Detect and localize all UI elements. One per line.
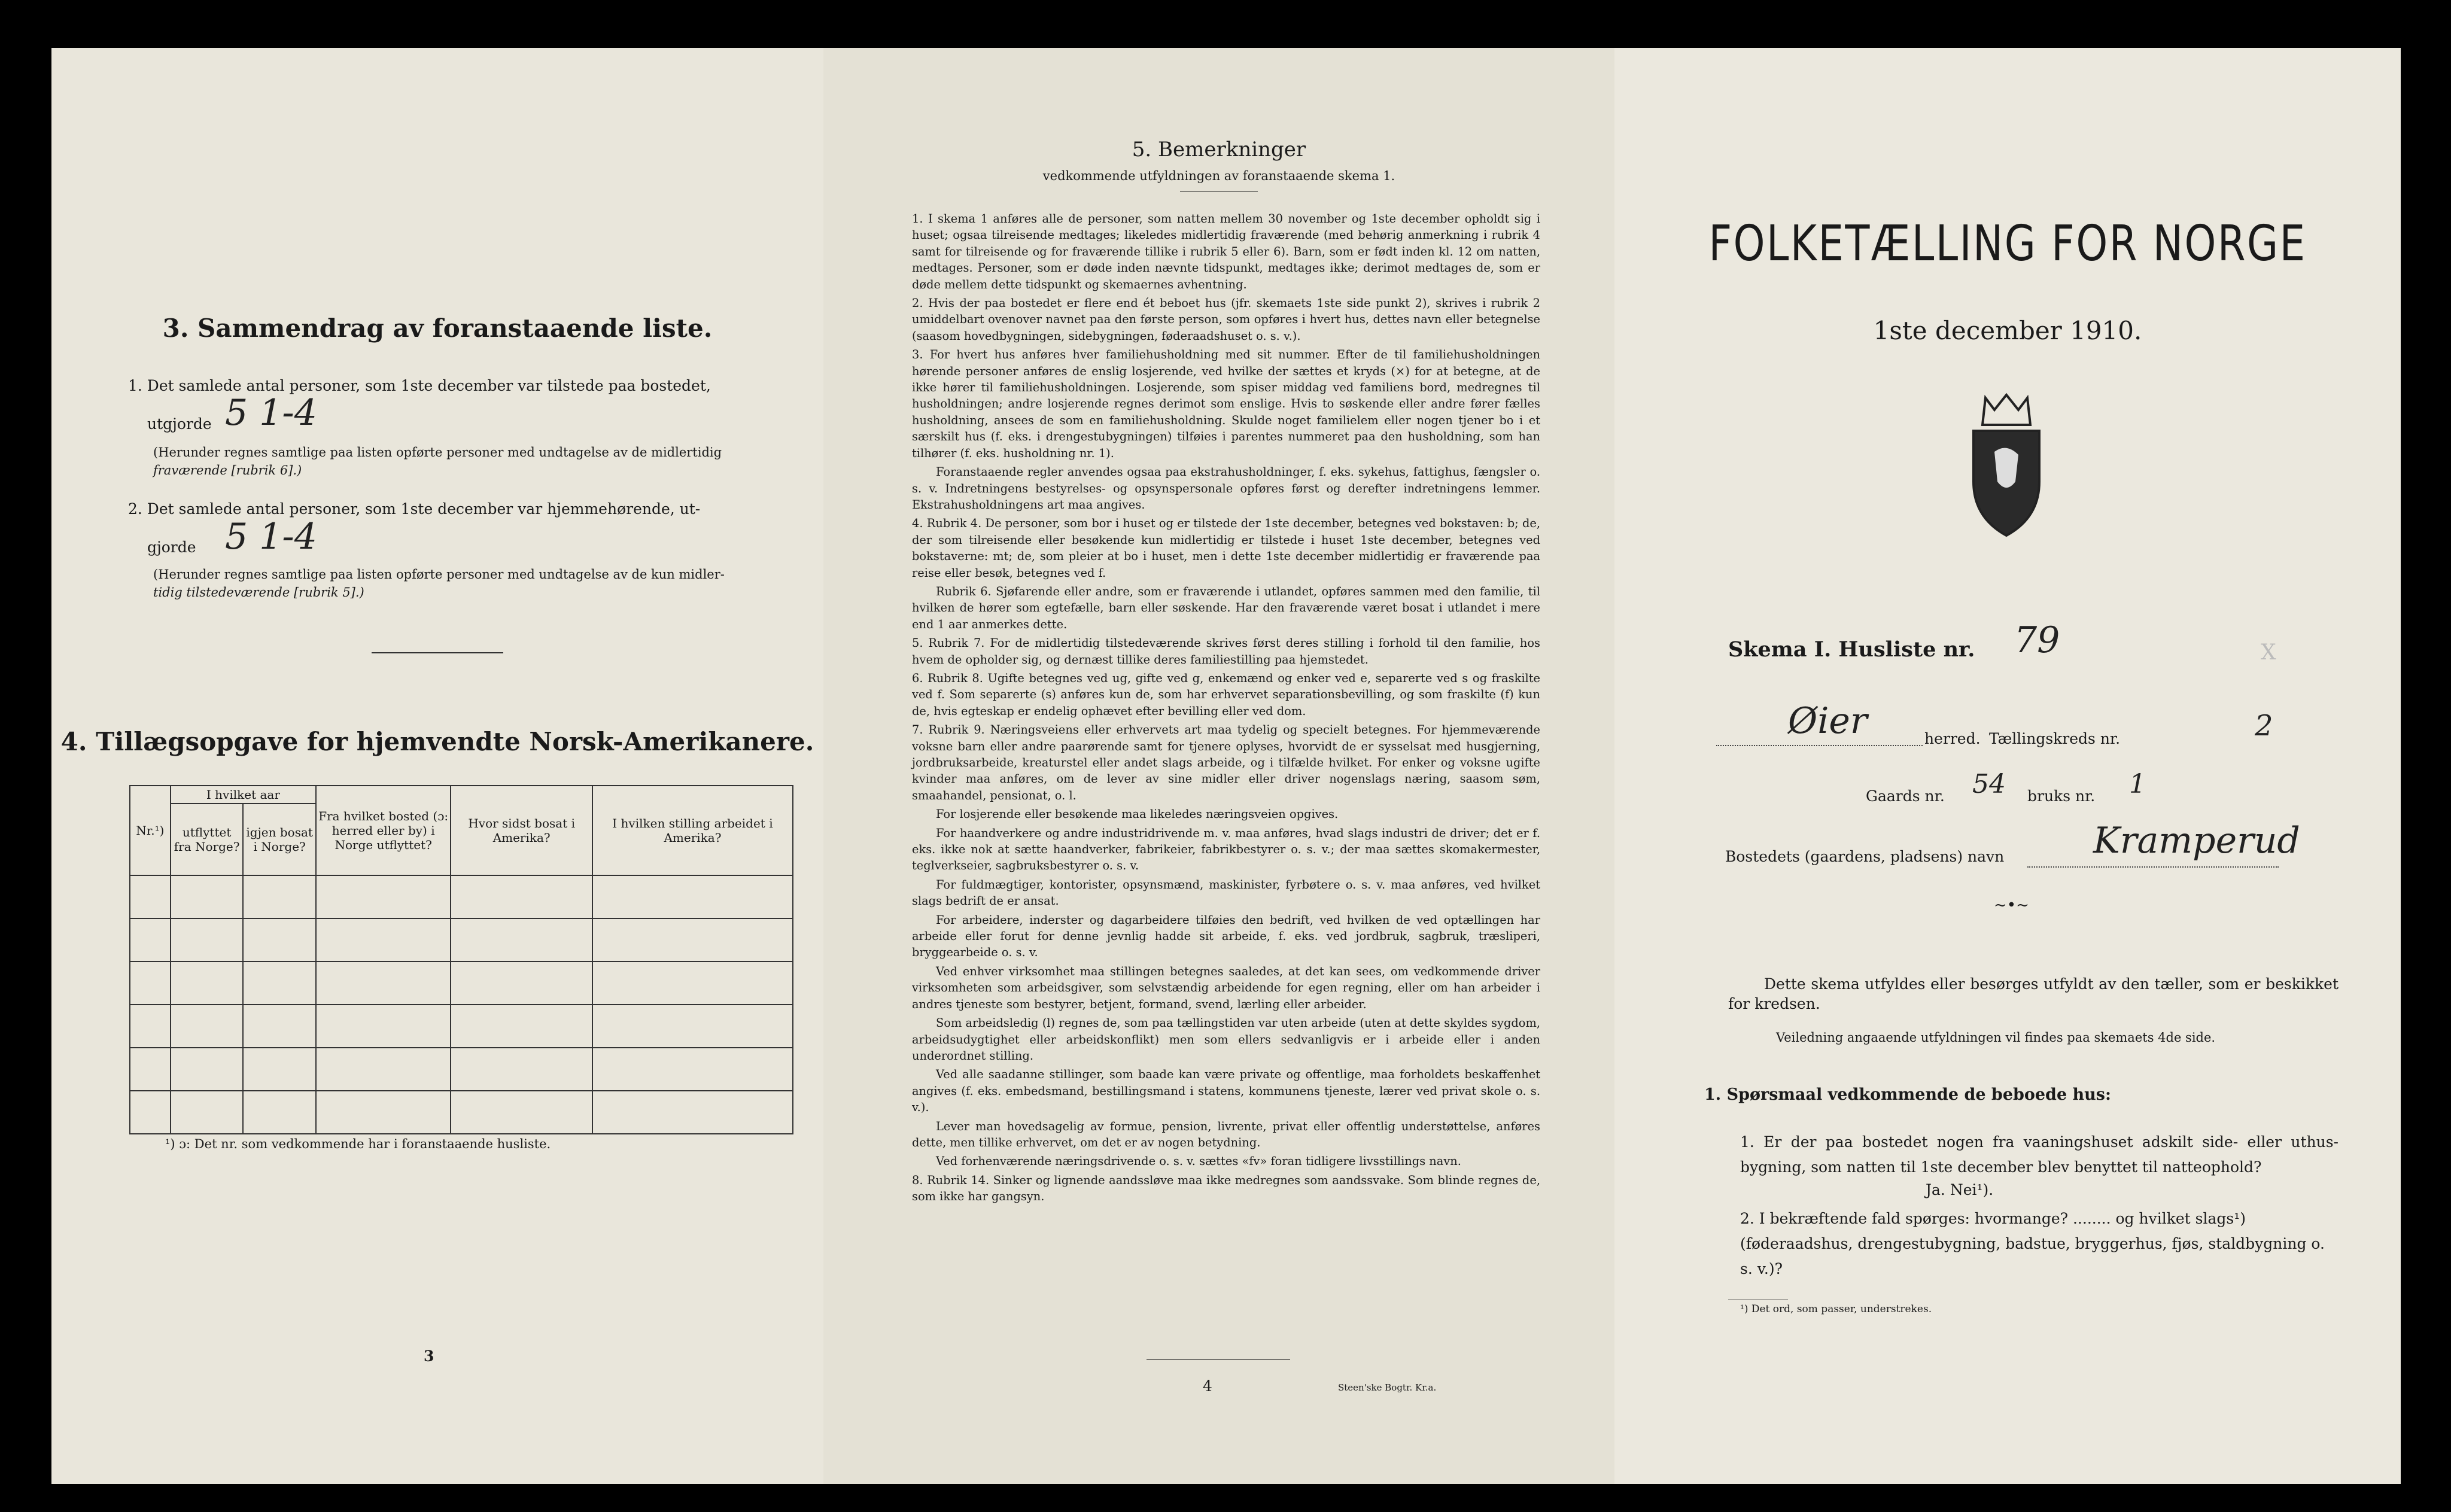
bemerkninger-body	[912, 211, 1540, 1207]
header-hvor: Hvor sidst bosat i Amerika?	[451, 786, 592, 875]
item-1-text: 1. Det samlede antal personer, som 1ste december var tilstede paa bostedet,	[128, 377, 711, 394]
table-row	[130, 1091, 793, 1134]
bemerkning-paragraph: For haandverkere og andre industridrivende m. v. maa anføres, hvad slags industri de driver; det er f. eks. ikke nok at sætte haandverker, fabrikeier, fabrikbestyrer o. s. v.; der maa sættes skomakermester, teglverkseier, sagbruksbestyrer o. s. v.	[912, 826, 1540, 873]
skema-label: Skema I. Husliste nr.	[1728, 637, 1975, 662]
bemerkning-paragraph: 3. For hvert hus anføres hver familiehusholdning med sit nummer. Efter de til familiehusholdningen hørende personer anføres de enslig losjerende, ved hvilke der sættes et kryds (×) for at betegne, at de ikke hører til familiehusholdningen. Losjerende, som spiser middag ved familiens bord, medregnes til husholdningen; andre losjerende regnes derimot som enslige. Hvis to søskende eller andre fører fælles husholdning, ansees de som en familiehusholdning. Skulde noget familielem eller nogen tjener bo i et særskilt hus (f. eks. i drengestubygningen) tilføies i parentes nummeret paa den husholdning, som han tilhører (f. eks. husholdning nr. 1).	[912, 348, 1540, 460]
bosted-value: Kramperud	[2093, 820, 2300, 862]
bruks-label: bruks nr.	[2027, 787, 2096, 805]
bemerkning-paragraph: 7. Rubrik 9. Næringsveiens eller erhvervets art maa tydelig og specielt betegnes. For hjemmeværende voksne barn eller andre paarørende samt for tjenere oplyses, hvorvidt de er sysselsat med husgjerning, jordbruksarbeide, kreaturstel eller andet slags arbeide, og i tilfælde hvilket. For enker og voksne ugifte kvinder maa anføres, om de lever av sine midler eller driver nogenslags næring, saasom søm, smaahandel, pensionat, o. l.	[912, 723, 1540, 802]
section-3-title: 3. Sammendrag av foranstaaende liste.	[162, 314, 713, 343]
item-2-note-b: tidig tilstedeværende [rubrik 5].)	[153, 585, 364, 600]
footnote: ¹) Det ord, som passer, understrekes.	[1740, 1303, 1932, 1315]
bemerkning-paragraph: For losjerende eller besøkende maa likeledes næringsveien opgives.	[936, 807, 1339, 822]
item-2-text: 2. Det samlede antal personer, som 1ste december var hjemmehørende, ut-	[128, 500, 701, 518]
ornament-divider: ~•~	[1994, 896, 2029, 914]
item-2-value: 5 1-4	[225, 516, 317, 558]
item-2-note-a: (Herunder regnes samtlige paa listen opførte personer med undtagelse av de kun midler-	[153, 567, 725, 582]
gaards-value: 54	[1972, 769, 2006, 799]
husliste-number: 79	[2014, 619, 2060, 661]
bosted-label: Bostedets (gaardens, pladsens) navn	[1725, 848, 2005, 865]
veiledning: Veiledning angaaende utfyldningen vil findes paa skemaets 4de side.	[1776, 1030, 2216, 1045]
bemerkning-paragraph: 2. Hvis der paa bostedet er flere end ét beboet hus (jfr. skemaets 1ste side punkt 2), skrives i rubrik 2 umiddelbart ovenover navnet paa den første person, som opføres i hvert hus, dettes navn eller betegnelse (saasom hovedbygningen, sidebygningen, føderaadshuset o. s. v.).	[912, 296, 1540, 343]
question-1-options: Ja. Nei¹).	[1926, 1181, 1994, 1198]
bemerkning-paragraph: 6. Rubrik 8. Ugifte betegnes ved ug, gifte ved g, enkemænd og enker ved e, separerte ved s og fraskilte ved f. Som separerte (s) anføres kun de, som har erhvervet separationsbevilling, og som fraskilte (f) kun de, hvis egteskap er endelig ophævet efter bevilling eller ved dom.	[912, 671, 1540, 718]
table-row	[130, 1048, 793, 1091]
section-4-title: 4. Tillægsopgave for hjemvendte Norsk-Amerikanere.	[60, 727, 814, 756]
herred-line	[1716, 745, 1923, 746]
question-1: 1. Er der paa bostedet nogen fra vaaningshuset adskilt side- eller uthus-bygning, som natten til 1ste december blev benyttet til natteophold?	[1740, 1133, 2339, 1176]
intro-text: Dette skema utfyldes eller besørges utfyldt av den tæller, som er beskikket for kredsen.	[1728, 975, 2339, 1012]
item-1-utgjorde: utgjorde	[147, 415, 212, 433]
bemerkning-paragraph: Ved alle saadanne stillinger, som baade kan være private og offentlige, maa forholdets beskaffenhet angives (f. eks. embedsmand, bestillingsmand i statens, kommunens tjeneste, lærer ved privat skole o. s. v.).	[912, 1067, 1540, 1115]
kreds-label: Tællingskreds nr.	[1989, 730, 2121, 747]
divider	[1147, 1359, 1290, 1360]
footnote: ¹) ɔ: Det nr. som vedkommende har i foranstaaende husliste.	[165, 1137, 551, 1151]
bemerkning-paragraph: Som arbeidsledig (l) regnes de, som paa tællingstiden var uten arbeide (uten at dette skyldes sygdom, arbeidsudygtighet eller arbeidskonflikt) men som ellers sedvanligvis er i arbeide eller i anden underordnet stilling.	[912, 1016, 1540, 1063]
bemerkning-paragraph: Foranstaaende regler anvendes ogsaa paa ekstrahusholdninger, f. eks. sykehus, fattighus, fængsler o. s. v. Indretningens bestyrelses- og opsynspersonale opføres først og derefter indretningens lemmer. Ekstrahusholdningens art maa angives.	[912, 465, 1540, 512]
item-1-value: 5 1-4	[225, 392, 317, 434]
table-row	[130, 918, 793, 962]
page-3	[51, 48, 823, 1484]
item-2-utgjorde: gjorde	[147, 539, 196, 556]
bemerkning-paragraph: Ved enhver virksomhet maa stillingen betegnes saaledes, at det kan sees, om vedkommende driver virksomheten som arbeidsgiver, som selvstændig arbeidende for egen regning, eller om han arbeider i andres tjeneste som bestyrer, betjent, formand, svend, lærling eller arbeider.	[912, 964, 1540, 1011]
norsk-amerikanere-table	[129, 785, 793, 1134]
bruks-value: 1	[2129, 769, 2146, 799]
bemerkninger-title: 5. Bemerkninger	[1132, 138, 1306, 162]
table-row	[130, 1005, 793, 1048]
page-4	[823, 48, 1614, 1484]
bemerkning-paragraph: 1. I skema 1 anføres alle de personer, som natten mellem 30 november og 1ste december opholdt sig i huset; ogsaa tilreisende medtages; likeledes midlertidig fraværende (med behørig anmerkning i rubrik 4 samt for tilreisende og for fraværende tillike i rubrik 5 eller 6). Barn, som er født inden kl. 12 om natten, medtages. Personer, som er døde inden nævnte tidspunkt, medtages ikke; derimot medtages de, som er døde mellem dette tidspunkt og skemaernes avhentning.	[912, 212, 1540, 291]
page-1	[1614, 48, 2401, 1484]
question-2: 2. I bekræftende fald spørges: hvormange? ........ og hvilket slags¹) (føderaadshus, drengestubygning, badstue, bryggerhus, fjøs, staldbygning o. s. v.)?	[1740, 1210, 2325, 1277]
bemerkning-paragraph: Rubrik 6. Sjøfarende eller andre, som er fraværende i utlandet, opføres sammen med den familie, til hvilken de hører som egtefælle, barn eller søskende. Har den fraværende været bosat i utlandet i mere end 1 aar anmerkes dette.	[912, 584, 1540, 631]
bemerkning-paragraph: Lever man hovedsagelig av formue, pension, livrente, privat eller offentlig understøttelse, anføres dette, men tillike erhvervet, om det er av nogen betydning.	[912, 1119, 1540, 1149]
header-utflyttet: utflyttet fra Norge?	[171, 804, 244, 875]
table-row	[130, 962, 793, 1005]
norway-coat-of-arms-icon	[1962, 392, 2051, 541]
divider	[372, 652, 503, 653]
divider	[1180, 191, 1258, 192]
header-nr: Nr.¹)	[130, 786, 171, 875]
herred-value: Øier	[1788, 700, 1868, 742]
gaards-label: Gaards nr.	[1866, 787, 1945, 805]
item-1-note-b: fraværende [rubrik 6].)	[153, 463, 302, 477]
printer-imprint: Steen'ske Bogtr. Kr.a.	[1338, 1382, 1437, 1393]
questions-heading: 1. Spørsmaal vedkommende de beboede hus:	[1704, 1085, 2111, 1104]
margin-mark: X	[2261, 640, 2276, 665]
header-igjen: igjen bosat i Norge?	[243, 804, 316, 875]
bemerkning-paragraph: 4. Rubrik 4. De personer, som bor i huset og er tilstede der 1ste december, betegnes ved bokstaven: b; de, der som tilreisende eller besøkende kun midlertidig er tilstede i huset 1ste december, betegnes ved bokstaverne: mt; de, som pleier at bo i huset, men i dette 1ste december midlertidig er fraværende paa reise eller besøk, betegnes ved f.	[912, 516, 1540, 580]
item-1-note-a: (Herunder regnes samtlige paa listen opførte personer med undtagelse av de midlertidig	[153, 445, 722, 460]
bemerkning-paragraph: 5. Rubrik 7. For de midlertidig tilstedeværende skrives først deres stilling i forhold til den familie, hos hvem de opholder sig, og dernæst tillike deres familiestilling paa hjemstedet.	[912, 636, 1540, 667]
bemerkninger-subtitle: vedkommende utfyldningen av foranstaaende skema 1.	[1042, 169, 1395, 183]
table-row	[130, 875, 793, 918]
page-number: 4	[1203, 1377, 1212, 1395]
bemerkning-paragraph: Ved forhenværende næringsdrivende o. s. v. sættes «fv» foran tidligere livsstillings navn.	[936, 1154, 1461, 1169]
census-date: 1ste december 1910.	[1873, 316, 2142, 345]
bosted-line	[2027, 866, 2279, 868]
kreds-value: 2	[2255, 709, 2273, 743]
header-fra: Fra hvilket bosted (ɔ: herred eller by) i Norge utflyttet?	[316, 786, 451, 875]
header-group: I hvilket aar	[171, 786, 316, 804]
bemerkning-paragraph: 8. Rubrik 14. Sinker og lignende aandssløve maa ikke medregnes som aandssvake. Som blinde regnes de, som ikke har gangsyn.	[912, 1173, 1540, 1204]
bemerkning-paragraph: For arbeidere, inderster og dagarbeidere tilføies den bedrift, ved hvilken de ved optællingen har arbeide eller forut for denne jevnlig hadde sit arbeide, f. eks. ved jordbruk, sagbruk, træsliperi, bryggearbeide o. s. v.	[912, 912, 1540, 960]
main-title: FOLKETÆLLING FOR NORGE	[1708, 215, 2307, 272]
page-number: 3	[424, 1347, 434, 1365]
header-stilling: I hvilken stilling arbeidet i Amerika?	[592, 786, 793, 875]
bemerkning-paragraph: For fuldmægtiger, kontorister, opsynsmænd, maskinister, fyrbøtere o. s. v. maa anføres, ved hvilket slags bedrift de er ansat.	[912, 877, 1540, 908]
herred-label: herred.	[1924, 730, 1981, 747]
